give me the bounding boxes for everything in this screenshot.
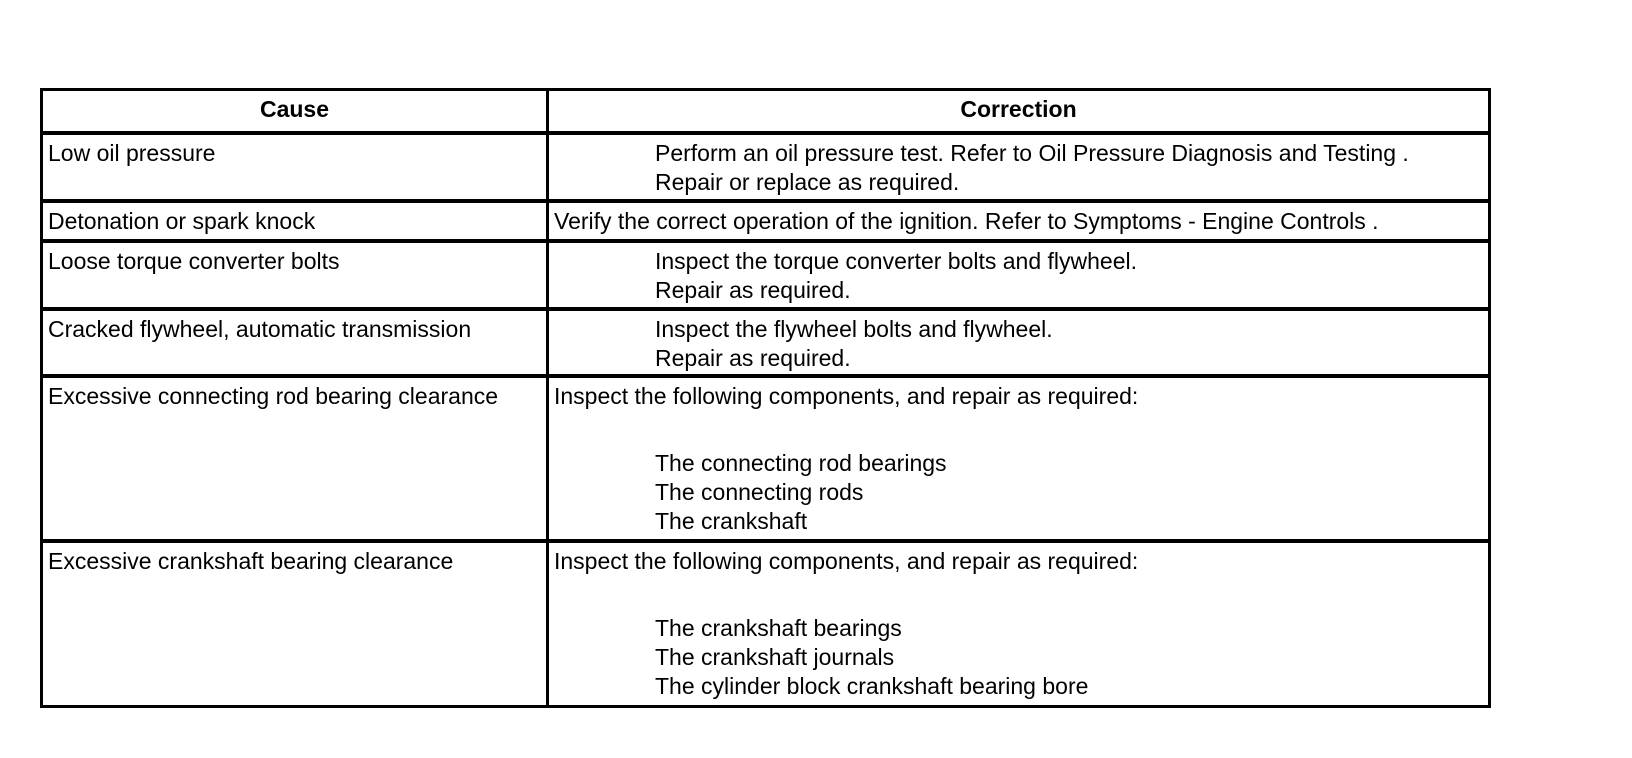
correction-intro: Inspect the following components, and repair as required: [554,383,1139,409]
table-header-row [43,91,1488,131]
table-row [43,239,1488,307]
correction-step: Inspect the flywheel bolts and flywheel. [655,316,1053,342]
correction-step: The crankshaft journals [655,644,895,670]
spacer [554,411,1488,449]
table-row [43,131,1488,199]
table-row [43,199,1488,239]
cause-cell: Low oil pressure [43,135,549,199]
table-row [43,307,1488,374]
header-correction: Correction [960,96,1077,122]
correction-step: The connecting rod bearings [655,450,947,476]
correction-step: Repair as required. [655,277,851,303]
correction-step: Inspect the torque converter bolts and flywheel. [655,248,1138,274]
spacer [554,576,1488,614]
correction-cell [549,311,1488,374]
cause-cell: Excessive connecting rod bearing clearance [43,378,549,539]
correction-cell [549,543,1488,705]
table-row [43,374,1488,539]
correction-step: The cylinder block crankshaft bearing bore [655,673,1089,699]
correction-step: The crankshaft bearings [655,615,902,641]
correction-intro: Verify the correct operation of the ignition. Refer to Symptoms - Engine Controls . [554,208,1379,234]
correction-step: Repair or replace as required. [655,169,960,195]
cause-cell: Cracked flywheel, automatic transmission [43,311,549,374]
correction-step: Perform an oil pressure test. Refer to Oil Pressure Diagnosis and Testing . [655,140,1409,166]
cause-cell: Excessive crankshaft bearing clearance [43,543,549,705]
cause-cell: Detonation or spark knock [43,203,549,239]
correction-step: The crankshaft [655,508,808,534]
table-row [43,539,1488,705]
correction-cell [549,243,1488,307]
correction-step: Repair as required. [655,345,851,371]
correction-intro: Inspect the following components, and repair as required: [554,548,1139,574]
diagnostic-table [40,88,1491,708]
correction-cell [549,378,1488,539]
cause-cell: Loose torque converter bolts [43,243,549,307]
correction-cell [549,203,1488,239]
correction-cell [549,135,1488,199]
correction-step: The connecting rods [655,479,864,505]
header-cause: Cause [43,91,549,131]
